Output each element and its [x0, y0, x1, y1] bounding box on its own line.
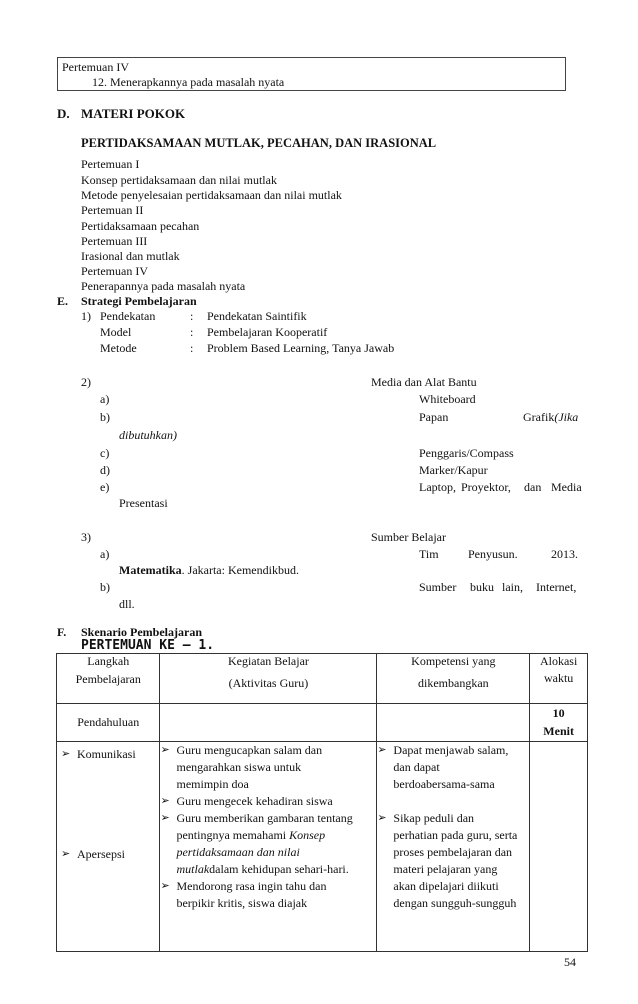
arrow-bullet-icon: ➢	[160, 880, 170, 892]
section-d-title: MATERI POKOK	[81, 106, 186, 121]
sources-title: Sumber Belajar	[371, 530, 446, 544]
arrow-bullet-icon: ➢	[160, 812, 170, 824]
page-number: 54	[564, 955, 576, 969]
top-box-line1: Pertemuan IV	[62, 60, 129, 74]
media-letter: c)	[100, 446, 110, 460]
section-f-marker: F.	[57, 625, 67, 639]
phase-empty-cell	[160, 704, 377, 742]
section-f-title: Skenario Pembelajaran	[81, 625, 202, 639]
materi-line: Pertemuan IV	[81, 264, 148, 278]
phase-empty-cell	[377, 704, 530, 742]
meeting-title: PERTEMUAN KE – 1.	[81, 638, 215, 653]
header-kegiatan: Kegiatan Belajar (Aktivitas Guru)	[160, 654, 377, 704]
media-item: Penggaris/Compass	[419, 446, 514, 460]
arrow-bullet-icon: ➢	[377, 812, 387, 824]
list-item: ➢ Dapat menjawab salam, dan dapat berdoabersama-sama	[377, 743, 509, 791]
content-row	[57, 742, 588, 952]
item-number: 3)	[81, 530, 91, 544]
phase-time: 10 Menit	[530, 704, 588, 742]
materi-line: Penerapannya pada masalah nyata	[81, 279, 246, 293]
media-item-word: dan	[524, 480, 542, 494]
arrow-bullet-icon: ➢	[160, 744, 170, 756]
media-item: Marker/Kapur	[419, 463, 488, 477]
source-word: lain,	[502, 580, 523, 594]
header-langkah: Langkah Pembelajaran	[57, 654, 160, 704]
materi-line: Konsep pertidaksamaan dan nilai mutlak	[81, 173, 277, 187]
source-word: Tim	[419, 547, 439, 561]
phase-name: Pendahuluan	[57, 704, 160, 742]
strategy-value: Pendekatan Saintifik	[207, 309, 307, 323]
list-item: ➢ Guru mengecek kehadiran siswa	[160, 794, 333, 808]
media-item-word: Proyektor,	[461, 480, 511, 494]
source-word: Penyusun.	[468, 547, 518, 561]
strategy-colon: :	[190, 325, 194, 339]
materi-line: Irasional dan mutlak	[81, 249, 180, 263]
item-number: 2)	[81, 375, 91, 389]
strategy-colon: :	[190, 341, 194, 355]
media-item-word: Laptop,	[419, 480, 456, 494]
arrow-bullet-icon: ➢	[61, 848, 71, 860]
media-item: Whiteboard	[419, 392, 476, 406]
strategy-colon: :	[190, 309, 194, 323]
media-letter: d)	[100, 463, 110, 477]
materi-line: Pertemuan III	[81, 234, 148, 248]
materi-line: Pertidaksamaan pecahan	[81, 219, 200, 233]
media-item: Papan	[419, 410, 449, 424]
media-letter: e)	[100, 480, 110, 494]
table-header-row	[57, 654, 588, 704]
source-continued: Matematika. Jakarta: Kemendikbud.	[119, 563, 299, 577]
list-item: ➢ Komunikasi	[61, 747, 136, 761]
section-e-marker: E.	[57, 294, 69, 308]
source-word: Sumber	[419, 580, 457, 594]
time-empty-cell	[530, 742, 588, 952]
source-letter: a)	[100, 547, 110, 561]
competencies-cell	[377, 742, 530, 952]
list-item: ➢ Sikap peduli dan perhatian pada guru, serta proses pembelajaran dan materi pelajaran yang akan dipelajari diikuti dengan sungguh-sungguh	[377, 811, 518, 910]
header-alokasi: Alokasi waktu	[530, 654, 588, 704]
phase-row	[57, 704, 588, 742]
top-box	[57, 57, 566, 91]
media-item-continued: dibutuhkan)	[119, 428, 177, 442]
section-d-marker: D.	[57, 106, 70, 121]
source-word: buku	[470, 580, 494, 594]
source-word: 2013.	[551, 547, 578, 561]
arrow-bullet-icon: ➢	[61, 748, 71, 760]
section-e-title: Strategi Pembelajaran	[81, 294, 197, 308]
media-item: Grafik(Jika	[523, 410, 579, 424]
scenario-table	[56, 653, 588, 952]
list-item: ➢ Guru mengucapkan salam dan mengarahkan siswa untuk memimpin doa	[160, 743, 323, 791]
source-continued: dll.	[119, 597, 135, 611]
section-d-subtitle: PERTIDAKSAMAAN MUTLAK, PECAHAN, DAN IRASIONAL	[81, 136, 437, 150]
media-letter: b)	[100, 410, 110, 424]
materi-line: Pertemuan II	[81, 203, 144, 217]
strategy-label: Model	[100, 325, 132, 339]
strategy-value: Pembelajaran Kooperatif	[207, 325, 328, 339]
list-item: ➢ Apersepsi	[61, 847, 125, 861]
materi-line: Pertemuan I	[81, 157, 140, 171]
media-item-word: Media	[551, 480, 582, 494]
activities-cell	[160, 742, 377, 952]
media-letter: a)	[100, 392, 110, 406]
source-letter: b)	[100, 580, 110, 594]
media-title: Media dan Alat Bantu	[371, 375, 477, 389]
steps-cell	[57, 742, 160, 952]
strategy-label: Pendekatan	[100, 309, 156, 323]
header-kompetensi: Kompetensi yang dikembangkan	[377, 654, 530, 704]
materi-line: Metode penyelesaian pertidaksamaan dan nilai mutlak	[81, 188, 342, 202]
arrow-bullet-icon: ➢	[160, 795, 170, 807]
list-item: ➢ Guru memberikan gambaran tentang pentingnya memahami Konsep pertidaksamaan dan nilai mutlakdalam kehidupan sehari-hari.	[160, 811, 353, 876]
arrow-bullet-icon: ➢	[377, 744, 387, 756]
source-word: Internet,	[536, 580, 577, 594]
top-box-line2: 12. Menerapkannya pada masalah nyata	[92, 75, 285, 89]
list-item: ➢ Mendorong rasa ingin tahu dan berpikir kritis, siswa diajak	[160, 879, 327, 910]
item-number: 1)	[81, 309, 91, 323]
strategy-label: Metode	[100, 341, 137, 355]
strategy-value: Problem Based Learning, Tanya Jawab	[207, 341, 395, 355]
media-item-continued: Presentasi	[119, 496, 168, 510]
